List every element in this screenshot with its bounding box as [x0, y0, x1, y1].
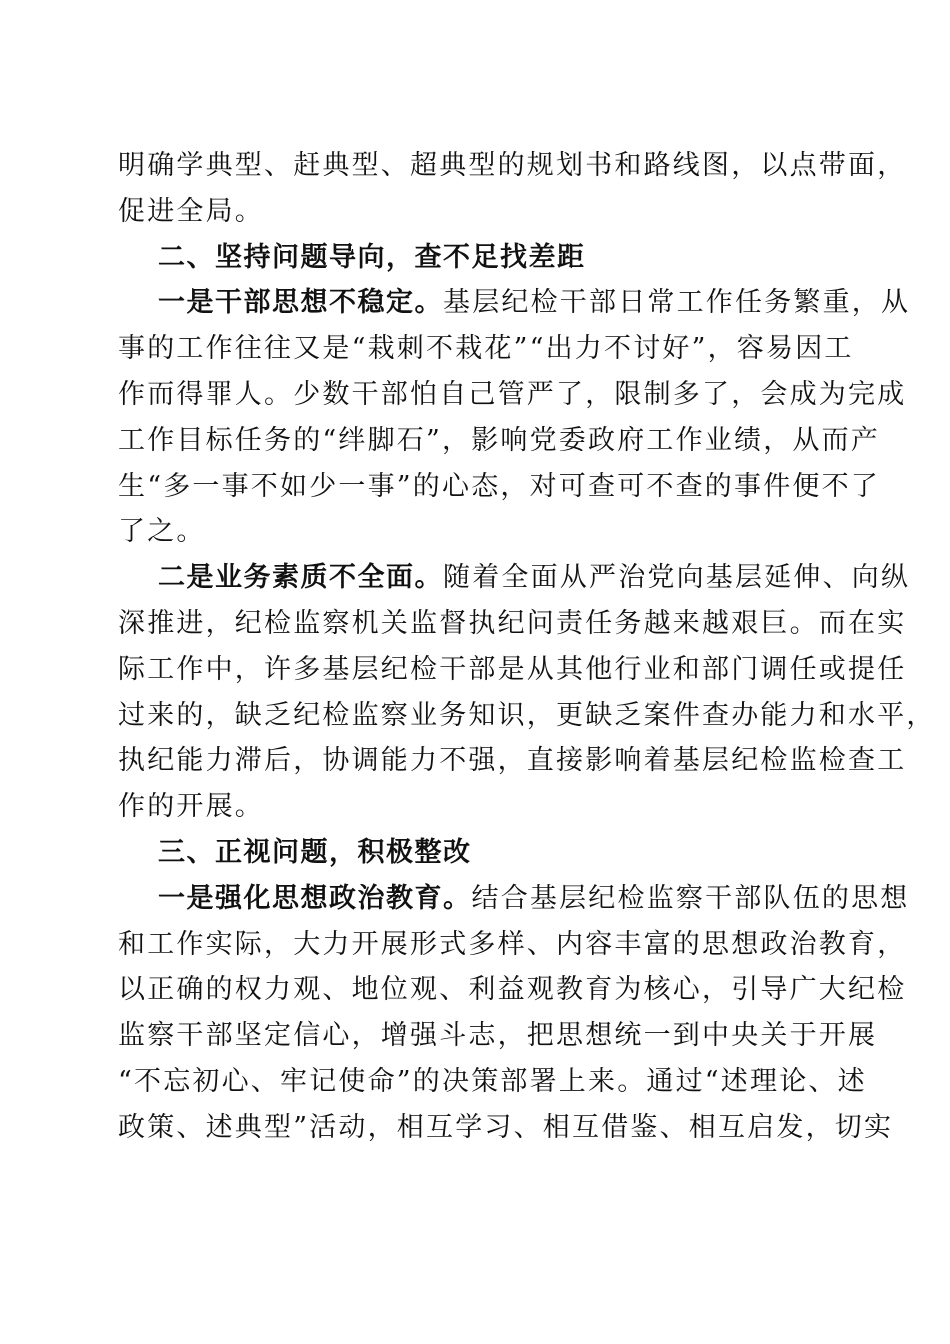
document-page — [118, 143, 936, 1151]
paragraph-text: 基层纪检干部日常工作任务繁重，从 — [443, 287, 911, 319]
text-line: 以正确的权力观、地位观、利益观教育为核心，引导广大纪检 — [118, 974, 907, 1006]
text-line: 深推进，纪检监察机关监督执纪问责任务越来越艰巨。而在实 — [118, 607, 907, 639]
text-line: 监察干部坚定信心，增强斗志，把思想统一到中央关于开展 — [118, 1020, 878, 1052]
paragraph-first-line — [118, 876, 910, 922]
section-heading-3: 三、正视问题，积极整改 — [158, 836, 472, 868]
paragraph-lead: 一是干部思想不稳定。 — [158, 287, 443, 319]
section-heading-2: 二、坚持问题导向，查不足找差距 — [158, 241, 586, 273]
text-line: 工作目标任务的“绊脚石”，影响党委政府工作业绩，从而产 — [118, 424, 881, 456]
text-line: 政策、述典型”活动，相互学习、相互借鉴、相互启发，切实 — [118, 1111, 894, 1143]
text-line: 明确学典型、赶典型、超典型的规划书和路线图，以点带面， — [118, 150, 907, 181]
paragraph-first-line — [118, 555, 911, 601]
paragraph-lead: 二是业务素质不全面。 — [158, 562, 443, 594]
paragraph-text: 随着全面从严治党向基层延伸、向纵 — [443, 562, 911, 594]
text-line: 事的工作往往又是“栽刺不栽花”“出力不讨好”，容易因工 — [118, 333, 854, 365]
paragraph-text: 结合基层纪检监察干部队伍的思想 — [471, 882, 910, 914]
text-line: 促进全局。 — [118, 195, 264, 227]
paragraph-first-line — [118, 280, 911, 326]
paragraph-lead: 一是强化思想政治教育。 — [158, 882, 472, 914]
text-line: “不忘初心、牢记使命”的决策部署上来。通过“述理论、述 — [118, 1065, 867, 1097]
text-line: 过来的，缺乏纪检监察业务知识，更缺乏案件查办能力和水平， — [118, 699, 936, 731]
text-line: 作的开展。 — [118, 791, 264, 823]
text-line: 生“多一事不如少一事”的心态，对可查可不查的事件便不了 — [118, 470, 881, 502]
text-line: 执纪能力滞后，协调能力不强，直接影响着基层纪检监检查工 — [118, 745, 907, 777]
text-line: 了之。 — [118, 516, 206, 548]
text-line: 作而得罪人。少数干部怕自己管严了，限制多了，会成为完成 — [118, 378, 907, 410]
text-line: 际工作中，许多基层纪检干部是从其他行业和部门调任或提任 — [118, 653, 907, 685]
text-line: 和工作实际，大力开展形式多样、内容丰富的思想政治教育， — [118, 928, 907, 960]
